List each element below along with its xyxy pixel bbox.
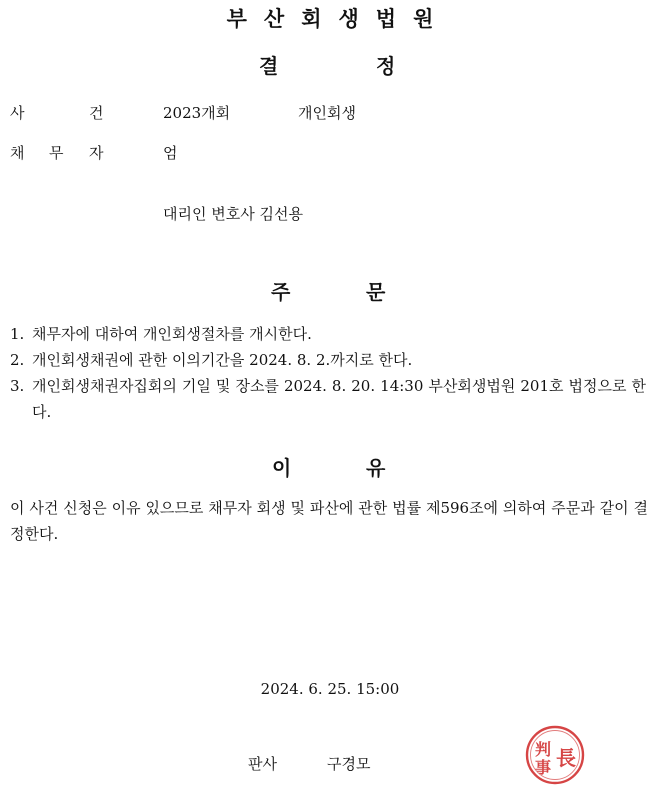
- order-item-text: 개인회생채권자집회의 기일 및 장소를 2024. 8. 20. 14:30 부산회생법원 201호 법정으로 한다.: [32, 377, 646, 421]
- order-item-3: [10, 373, 646, 425]
- order-item-2: [10, 347, 646, 373]
- case-type: 개인회생: [298, 104, 356, 122]
- order-item-1: [10, 321, 646, 347]
- court-name: 부산회생법원: [226, 7, 451, 31]
- legal-agent: 대리인 변호사 김선용: [163, 205, 303, 223]
- order-heading-char-1: 주: [271, 280, 291, 304]
- title-char-2: 정: [376, 54, 396, 78]
- reason-heading-char-1: 이: [272, 456, 292, 480]
- reason-heading-char-2: 유: [366, 456, 386, 480]
- case-label-char-1: 사: [10, 104, 25, 122]
- debtor-name: 엄: [163, 144, 178, 162]
- judge-title: 판사: [248, 755, 277, 773]
- order-item-number: 3.: [10, 377, 25, 395]
- case-label-char-2: 건: [89, 104, 104, 122]
- seal-char-1: 判: [534, 740, 552, 759]
- order-heading-char-2: 문: [366, 280, 386, 304]
- seal-char-3: 長: [556, 746, 576, 770]
- judge-name: 구경모: [327, 755, 371, 773]
- order-item-text: 채무자에 대하여 개인회생절차를 개시한다.: [32, 325, 312, 343]
- debtor-label-char-2: 무: [49, 144, 64, 162]
- case-number: 2023개회: [163, 104, 231, 122]
- debtor-label-char-1: 채: [10, 144, 25, 162]
- seal-char-2: 事: [534, 758, 552, 777]
- order-item-text: 개인회생채권에 관한 이의기간을 2024. 8. 2.까지로 한다.: [32, 351, 413, 369]
- judge-seal-stamp: [524, 724, 586, 786]
- order-item-number: 2.: [10, 351, 25, 369]
- reason-text: 이 사건 신청은 이유 있으므로 채무자 회생 및 파산에 관한 법률 제596조에 의하여 주문과 같이 결정한다.: [10, 499, 648, 543]
- title-char-1: 결: [259, 54, 279, 78]
- decision-date: 2024. 6. 25. 15:00: [260, 680, 400, 698]
- order-item-number: 1.: [10, 325, 25, 343]
- debtor-label-char-3: 자: [89, 144, 104, 162]
